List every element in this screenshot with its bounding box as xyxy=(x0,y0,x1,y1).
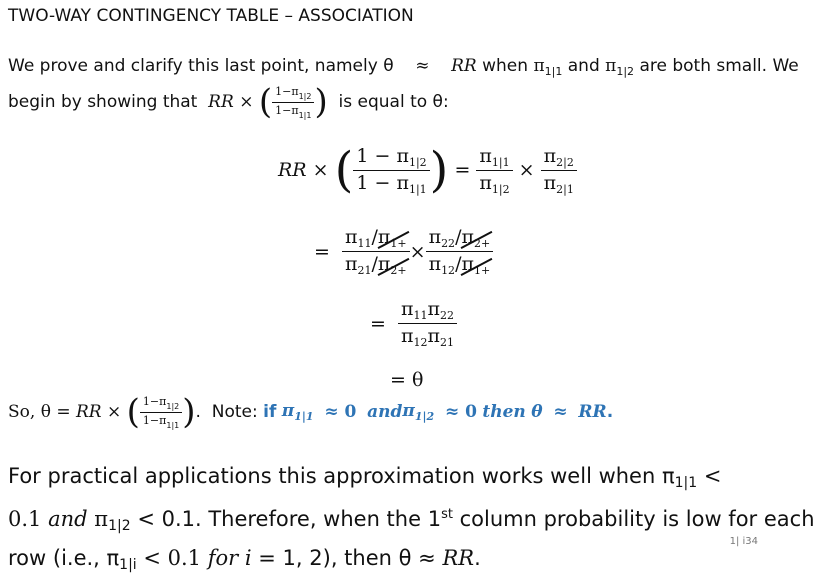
rr-symbol: RR xyxy=(208,92,234,112)
ratio-fraction xyxy=(353,145,429,196)
cancelled-term xyxy=(378,253,407,277)
pi-subscript: 21 xyxy=(440,336,455,349)
pi-symbol: π xyxy=(377,226,391,248)
pi-symbol: π xyxy=(427,325,441,347)
rr-symbol: RR xyxy=(451,56,477,76)
threshold-value: < 0.1 xyxy=(143,546,202,570)
pi-symbol: π xyxy=(605,56,617,76)
times-symbol: × xyxy=(107,402,122,422)
note-approx-zero: ≈ 0 xyxy=(324,402,357,422)
equals-symbol: = xyxy=(454,159,471,181)
pi-symbol: π xyxy=(543,144,557,167)
pi-symbol: π xyxy=(401,325,414,347)
intro-text-a: We prove and clarify this last point, namely θ xyxy=(8,56,394,76)
left-paren: ( xyxy=(126,392,140,432)
pi-subscript: 1|i xyxy=(119,557,137,573)
pi-subscript: 2+ xyxy=(473,237,491,250)
practical-paragraph xyxy=(8,460,815,581)
pi-subscript: 12 xyxy=(413,336,428,349)
pi-subscript: 1|1 xyxy=(298,110,312,120)
fraction-pi22-pi21 xyxy=(541,145,577,196)
so-line: So, θ = RR × ( $\frac{1-\pi_{1|2}}{1-\pi_{1|1}}$ ) . Note: if $\pi_{1|1}$ ≈ 0 and $\pi_{1|2}$ ≈ 0 then θ ≈ RR . xyxy=(8,392,614,432)
and-italic: and xyxy=(48,507,88,531)
note-if: if xyxy=(263,402,277,422)
threshold-value: 0.1 xyxy=(8,507,42,531)
note-rr: RR xyxy=(578,402,607,422)
intro-and: and xyxy=(567,56,600,76)
fraction-pi11-pi12 xyxy=(476,145,512,196)
pi-subscript: 21 xyxy=(357,264,372,277)
pi-subscript: 1|2 xyxy=(414,410,435,423)
one-minus-pi: 1−π xyxy=(275,84,299,98)
fraction-numerator xyxy=(398,298,457,324)
pi-symbol: π xyxy=(427,298,441,320)
intro-line2-text-a: begin by showing that xyxy=(8,92,198,112)
right-paren: ) xyxy=(429,142,449,198)
fraction-denominator: $\pi_{12}/\pi_{1+}$ xyxy=(428,253,491,277)
pi-symbol: π xyxy=(402,401,415,421)
times-symbol: × xyxy=(518,159,535,181)
equation-result: = θ xyxy=(390,369,424,391)
slide-title: TWO-WAY CONTINGENCY TABLE – ASSOCIATION xyxy=(8,6,414,26)
pi-subscript: 1|1 xyxy=(674,475,698,491)
fraction-numerator: $\pi_{22}/\pi_{2+}$ xyxy=(426,226,494,252)
equation-step-3 xyxy=(370,298,457,349)
pi-symbol: π xyxy=(543,171,557,194)
pi-subscript: 1|2 xyxy=(108,518,131,534)
approx-symbol: ≈ xyxy=(553,402,568,422)
practical-line-3 xyxy=(8,542,815,581)
one-minus-pi: 1−π xyxy=(275,103,299,117)
pi-subscript: 1|2 xyxy=(166,401,180,411)
pi-symbol: π xyxy=(345,253,358,275)
pi-subscript: 22 xyxy=(441,237,456,250)
page-number: 1| i34 xyxy=(729,536,758,547)
note-and: and xyxy=(367,402,403,422)
left-paren: ( xyxy=(258,82,273,122)
fraction-numerator xyxy=(476,145,512,171)
cancelled-term xyxy=(461,226,490,250)
note-label: Note: xyxy=(211,402,258,422)
one-minus-pi: 1−π xyxy=(142,413,167,427)
pi-symbol: π xyxy=(401,298,414,320)
pi-subscript: 1|2 xyxy=(408,155,427,169)
note-pi12 xyxy=(402,401,434,423)
cancelled-term xyxy=(378,226,407,250)
cancelled-term xyxy=(461,253,490,277)
pi-symbol: π xyxy=(428,253,442,275)
rr-symbol: RR xyxy=(442,546,475,570)
times-symbol: × xyxy=(409,240,426,263)
fraction-numerator xyxy=(353,145,429,171)
practical-text: = 1, 2), then θ ≈ xyxy=(258,546,436,570)
pi-subscript: 22 xyxy=(440,309,455,322)
pi-subscript: 2|2 xyxy=(556,155,574,169)
pi-subscript: 1+ xyxy=(473,264,491,277)
ratio-fraction-small xyxy=(272,85,314,120)
intro-text-b: are both small. We xyxy=(639,56,799,76)
practical-text: row (i.e., π xyxy=(8,546,120,570)
times-symbol: × xyxy=(312,159,329,181)
pi-subscript: 1|2 xyxy=(298,91,312,101)
fraction-denominator xyxy=(476,171,512,196)
so-text: So, θ = xyxy=(8,402,71,422)
intro-line2-text-b: is equal to θ: xyxy=(338,92,449,112)
pi-symbol: π xyxy=(461,226,474,248)
fraction-denominator xyxy=(353,171,429,196)
note-period: . xyxy=(606,402,614,422)
pi-subscript: 1|2 xyxy=(491,182,510,196)
fraction-joint-marginal-b xyxy=(426,226,494,277)
right-paren: ) xyxy=(314,82,328,122)
pi-subscript: 11 xyxy=(357,237,372,250)
equals-symbol: = xyxy=(370,312,386,335)
left-paren: ( xyxy=(334,142,354,198)
fraction-numerator xyxy=(140,395,182,413)
practical-line-2 xyxy=(8,499,815,542)
rr-symbol: RR xyxy=(75,402,102,422)
note-approx-zero: ≈ 0 xyxy=(445,402,477,422)
pi-subscript: 12 xyxy=(441,264,456,277)
less-than: < xyxy=(703,464,722,488)
pi-subscript: 11 xyxy=(413,309,428,322)
note-then: then xyxy=(482,402,526,422)
pi-symbol: π xyxy=(94,507,109,531)
for-italic: for i xyxy=(207,546,252,570)
right-paren: ) xyxy=(182,392,196,432)
fraction-denominator: $\pi_{21}/\pi_{2+}$ xyxy=(345,253,407,277)
intro-line-1 xyxy=(8,56,799,78)
fraction-joint-marginal-a xyxy=(342,226,410,277)
period: . xyxy=(474,546,481,570)
pi-symbol: π xyxy=(479,171,492,194)
approx-symbol: ≈ xyxy=(415,56,430,76)
practical-text: column probability is low for each xyxy=(459,507,815,531)
pi-symbol: π xyxy=(461,253,474,275)
fraction-cross-product xyxy=(398,298,457,349)
superscript: st xyxy=(441,507,453,522)
one-minus-pi: 1 − π xyxy=(356,144,409,167)
pi-subscript: 1|1 xyxy=(544,65,563,78)
pi-subscript: 1|2 xyxy=(616,65,635,78)
intro-line-2 xyxy=(8,82,449,122)
note-theta: θ xyxy=(531,402,543,422)
pi-symbol: π xyxy=(479,144,492,167)
pi-symbol: π xyxy=(281,401,295,421)
pi-subscript: 1|1 xyxy=(294,410,314,423)
pi-symbol: π xyxy=(428,226,442,248)
equation-step-1 xyxy=(278,142,577,198)
fraction-denominator xyxy=(272,103,314,120)
intro-when: when xyxy=(482,56,529,76)
fraction-denominator xyxy=(140,413,182,430)
pi-symbol: π xyxy=(345,226,358,248)
equation-step-2 xyxy=(314,226,493,277)
practical-text: For practical applications this approximation works well when π xyxy=(8,464,675,488)
pi-subscript: 1|1 xyxy=(491,155,510,169)
pi-subscript: 1+ xyxy=(390,237,407,250)
fraction-denominator xyxy=(398,324,457,349)
pi-symbol: π xyxy=(377,253,391,275)
one-minus-pi: 1 − π xyxy=(356,171,409,194)
pi-subscript: 1|1 xyxy=(408,182,427,196)
note-pi11 xyxy=(282,401,314,423)
times-symbol: × xyxy=(239,92,254,112)
fraction-numerator xyxy=(541,145,577,171)
fraction-denominator xyxy=(541,171,577,196)
rr-symbol: RR xyxy=(278,159,307,181)
equals-symbol: = xyxy=(314,240,330,263)
pi-symbol: π xyxy=(533,56,545,76)
ratio-fraction-small xyxy=(140,395,182,430)
fraction-numerator: $\pi_{11}/\pi_{1+}$ xyxy=(342,226,410,252)
practical-text: < 0.1. Therefore, when the 1 xyxy=(137,507,442,531)
pi-subscript: 2|1 xyxy=(556,182,574,196)
practical-line-1 xyxy=(8,460,815,499)
pi-subscript: 1|1 xyxy=(166,420,180,430)
pi-subscript: 2+ xyxy=(390,264,407,277)
one-minus-pi: 1−π xyxy=(142,394,167,408)
fraction-numerator xyxy=(272,85,314,103)
